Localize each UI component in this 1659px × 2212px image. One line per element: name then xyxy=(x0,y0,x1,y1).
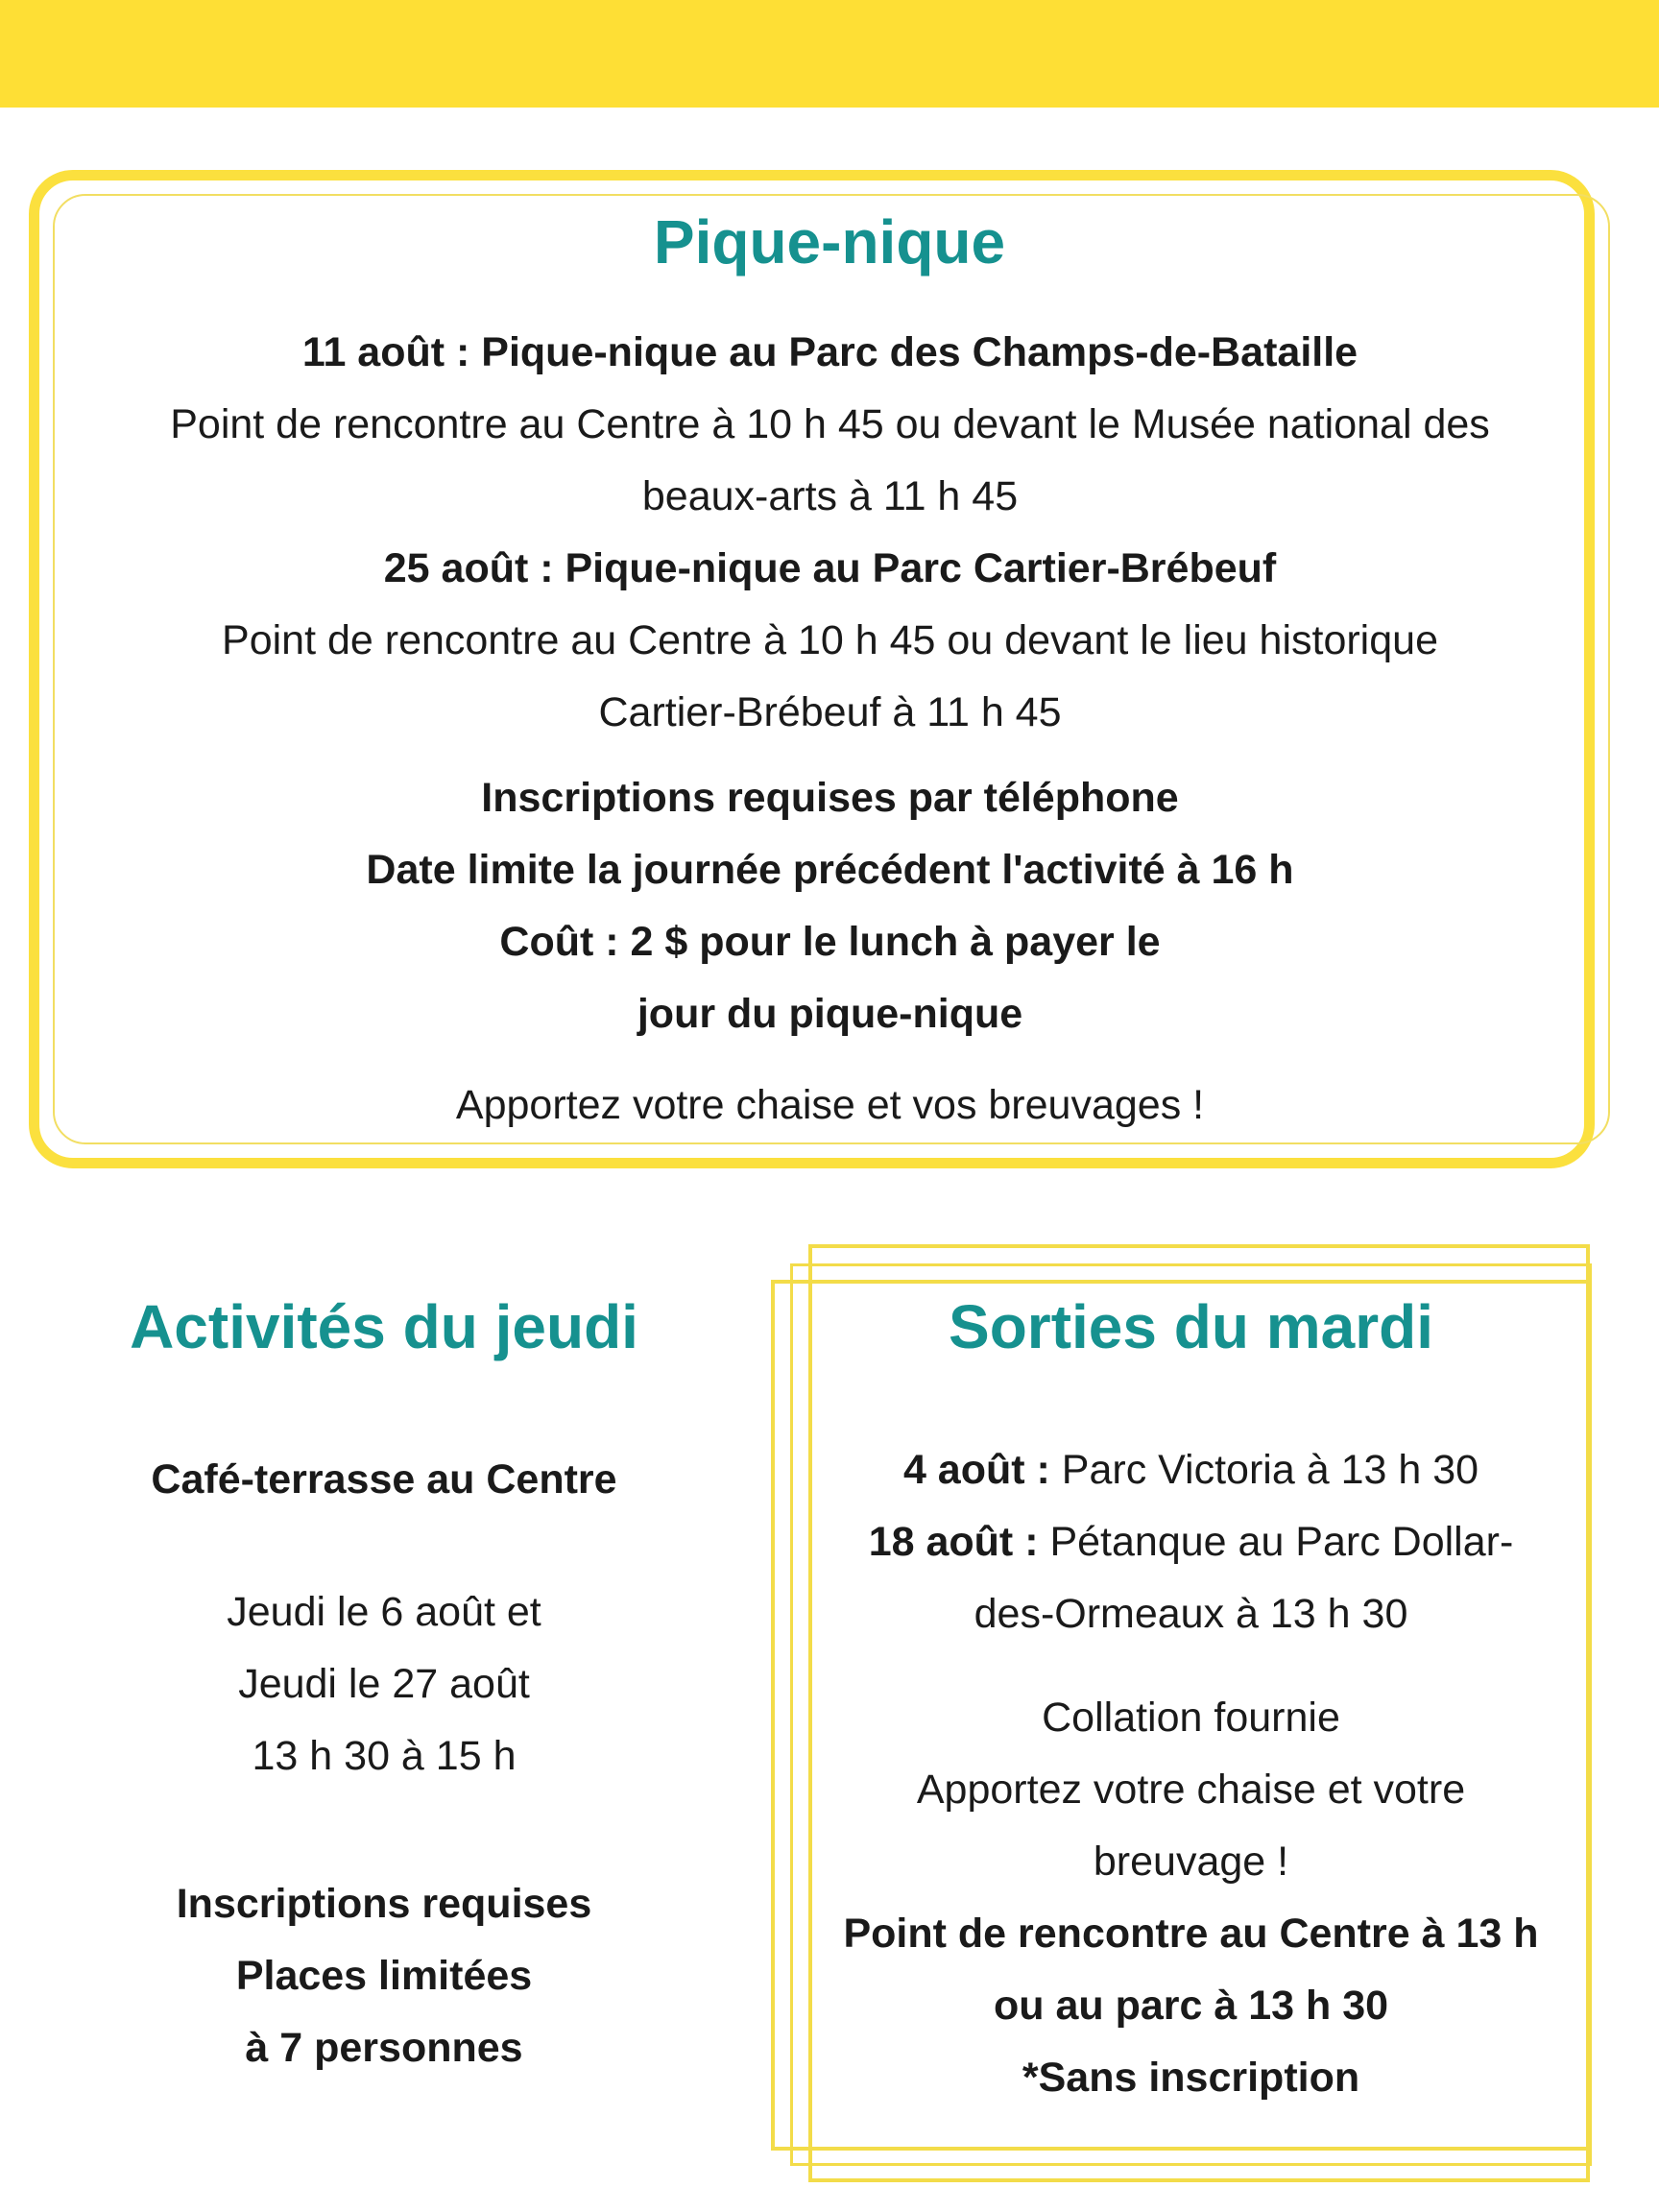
tuesday-meet1: Point de rencontre au Centre à 13 h xyxy=(843,1911,1539,1957)
thursday-dates-block xyxy=(29,1576,739,1792)
thursday-title: Activités du jeudi xyxy=(130,1292,638,1361)
tuesday-outing2-text: Pétanque au Parc Dollar- xyxy=(1038,1519,1514,1565)
picnic-registration: Inscriptions requises par téléphone xyxy=(481,775,1179,821)
picnic-events-block xyxy=(67,317,1593,749)
tuesday-outings-block xyxy=(790,1434,1592,1650)
tuesday-outing1 xyxy=(790,1434,1592,1506)
picnic-event2-line2: Cartier-Brébeuf à 11 h 45 xyxy=(598,689,1062,735)
tuesday-meet2: ou au parc à 13 h 30 xyxy=(993,1983,1389,2029)
thursday-note1: Inscriptions requises xyxy=(176,1881,592,1927)
picnic-title: Pique-nique xyxy=(653,207,1006,276)
thursday-note2: Places limitées xyxy=(235,1953,533,1999)
picnic-cost-line2: jour du pique-nique xyxy=(637,991,1023,1037)
tuesday-outing2-date: 18 août : xyxy=(868,1519,1039,1565)
thursday-notes-block xyxy=(29,1868,739,2084)
tuesday-notes-block xyxy=(790,1682,1592,2114)
thursday-date2: Jeudi le 27 août xyxy=(238,1661,530,1707)
thursday-subtitle: Café-terrasse au Centre xyxy=(151,1456,617,1503)
picnic-event2-line1: Point de rencontre au Centre à 10 h 45 ou devant le lieu historique xyxy=(222,617,1438,663)
picnic-event2-heading: 25 août : Pique-nique au Parc Cartier-Brébeuf xyxy=(383,545,1277,591)
picnic-info-block xyxy=(67,762,1593,1050)
picnic-bring-note: Apportez votre chaise et vos breuvages ! xyxy=(455,1082,1205,1128)
tuesday-title: Sorties du mardi xyxy=(949,1292,1433,1361)
tuesday-outing1-date: 4 août : xyxy=(902,1447,1050,1493)
tuesday-outing1-text: Parc Victoria à 13 h 30 xyxy=(1049,1447,1479,1493)
tuesday-no-registration: *Sans inscription xyxy=(1022,2055,1360,2101)
tuesday-outing2-line2: des-Ormeaux à 13 h 30 xyxy=(974,1591,1408,1637)
picnic-cost-line1: Coût : 2 $ pour le lunch à payer le xyxy=(499,919,1161,965)
thursday-note3: à 7 personnes xyxy=(245,2025,523,2071)
picnic-event1-line2: beaux-arts à 11 h 45 xyxy=(641,473,1019,519)
tuesday-snack: Collation fournie xyxy=(1042,1695,1340,1741)
tuesday-outing2 xyxy=(790,1506,1592,1578)
tuesday-bring2: breuvage ! xyxy=(1093,1839,1289,1885)
thursday-date1: Jeudi le 6 août et xyxy=(227,1589,541,1635)
picnic-event1-line1: Point de rencontre au Centre à 10 h 45 ou devant le Musée national des xyxy=(170,401,1490,447)
picnic-deadline: Date limite la journée précédent l'activité à 16 h xyxy=(366,847,1294,893)
tuesday-bring1: Apportez votre chaise et votre xyxy=(916,1767,1466,1813)
thursday-time: 13 h 30 à 15 h xyxy=(252,1733,517,1779)
top-yellow-banner xyxy=(0,0,1659,108)
picnic-event1-heading: 11 août : Pique-nique au Parc des Champs-de-Bataille xyxy=(301,329,1358,375)
